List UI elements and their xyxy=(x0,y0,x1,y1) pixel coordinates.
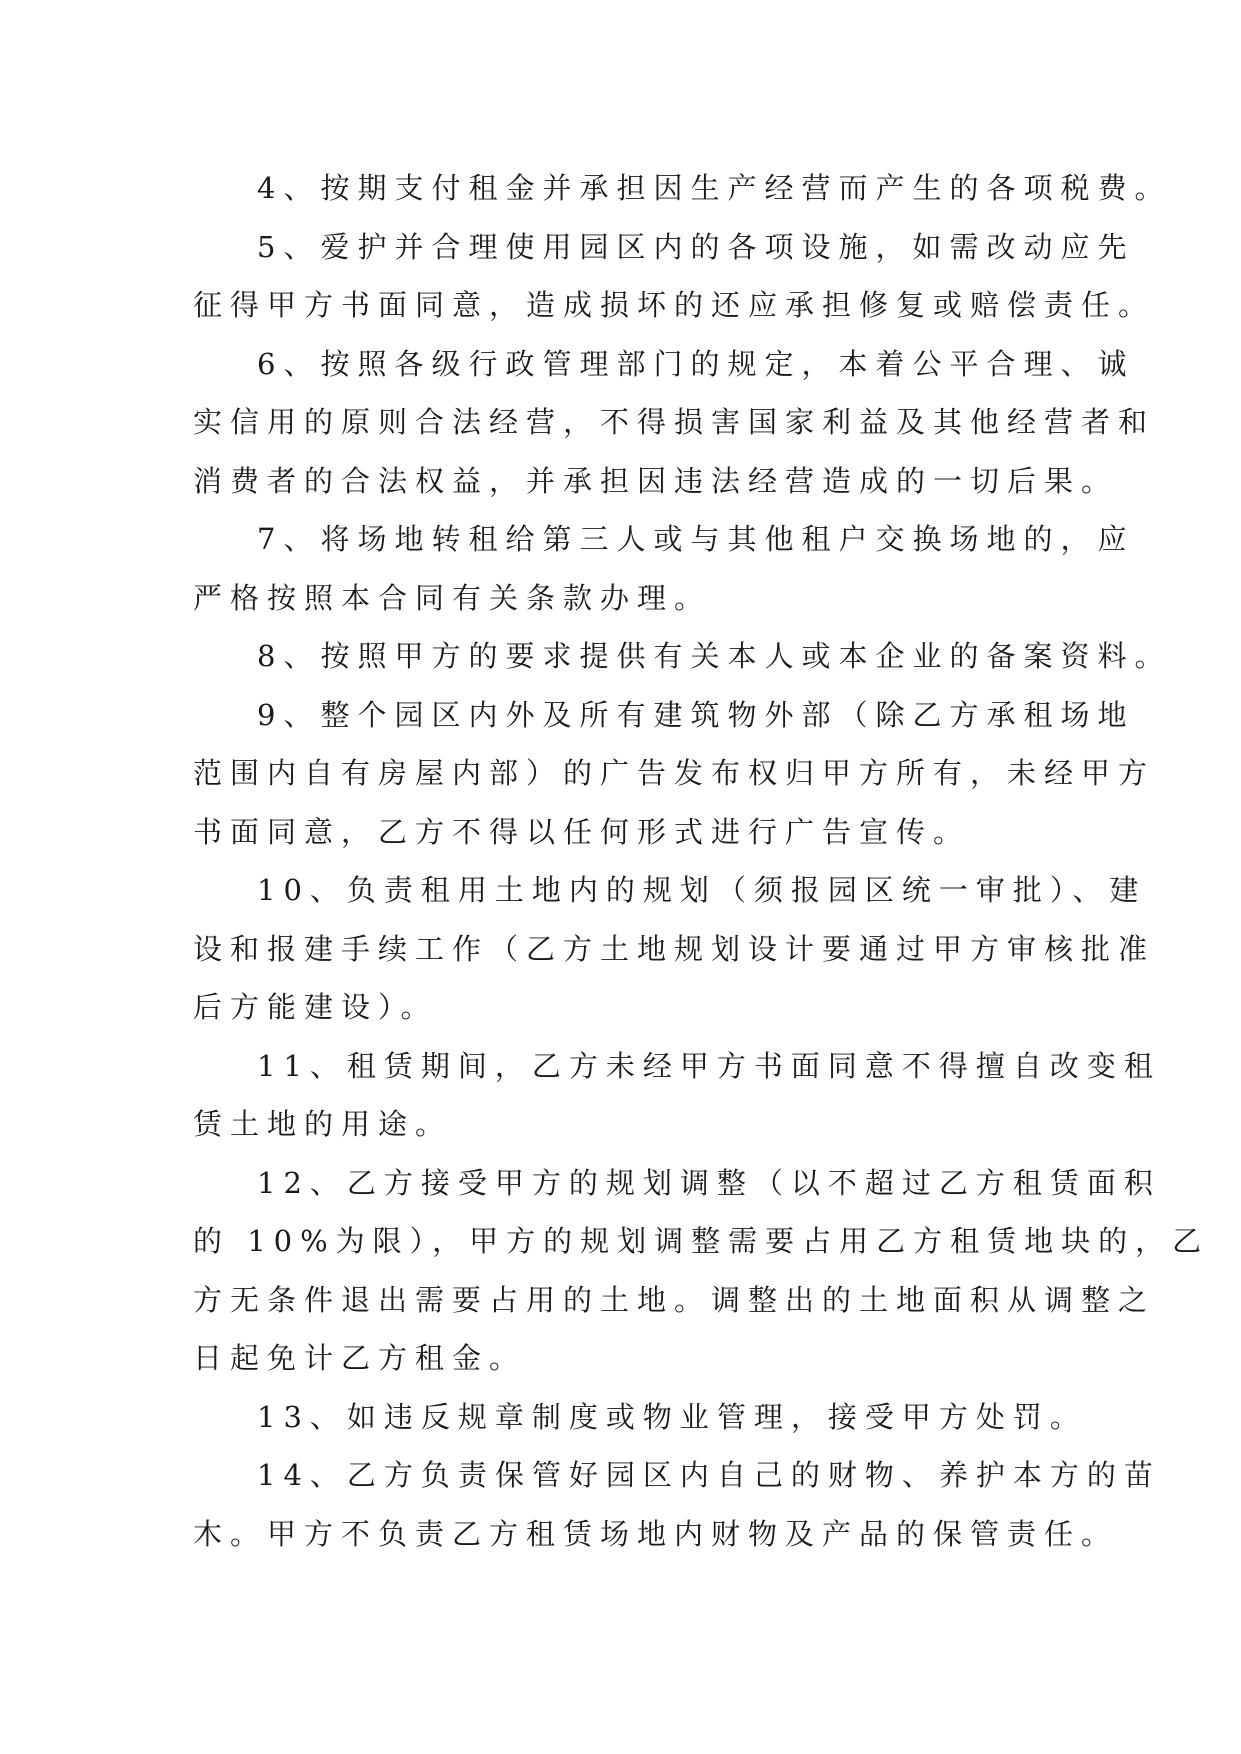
clause-14-line-1: 14、乙方负责保管好园区内自己的财物、养护本方的苗 xyxy=(257,1458,1161,1492)
clause-10-line-3: 后方能建设）。 xyxy=(193,990,438,1024)
clause-6-line-1: 6、按照各级行政管理部门的规定，本着公平合理、诚 xyxy=(257,346,1135,381)
clause-6-line-3: 消费者的合法权益，并承担因违法经营造成的一切后果。 xyxy=(193,463,1119,498)
document-body xyxy=(193,159,1210,1563)
clause-5-line-1: 5、爱护并合理使用园区内的各项设施，如需改动应先 xyxy=(257,229,1135,264)
clause-11-line-2: 赁土地的用途。 xyxy=(193,1107,453,1141)
clause-14-line-2: 木。甲方不负责乙方租赁场地内财物及产品的保管责任。 xyxy=(193,1516,1119,1551)
clause-9-line-2: 范围内自有房屋内部）的广告发布权归甲方所有，未经甲方 xyxy=(193,756,1156,790)
clause-13-line-1: 13、如违反规章制度或物业管理，接受甲方处罚。 xyxy=(257,1399,1087,1434)
clause-10-line-2: 设和报建手续工作（乙方土地规划设计要通过甲方审核批准 xyxy=(193,931,1156,966)
clause-12-line-4: 日起免计乙方租金。 xyxy=(193,1341,527,1375)
clause-9-line-3: 书面同意，乙方不得以任何形式进行广告宣传。 xyxy=(193,814,971,849)
clause-7-line-2: 严格按照本合同有关条款办理。 xyxy=(193,580,712,615)
clause-4-line-1: 4、按期支付租金并承担因生产经营而产生的各项税费。 xyxy=(257,171,1172,205)
clause-12-line-3: 方无条件退出需要占用的土地。调整出的土地面积从调整之 xyxy=(193,1282,1156,1317)
clause-12-line-1: 12、乙方接受甲方的规划调整（以不超过乙方租赁面积 xyxy=(257,1165,1161,1200)
clause-8-line-1: 8、按照甲方的要求提供有关本人或本企业的备案资料。 xyxy=(257,639,1172,673)
clause-9-line-1: 9、整个园区内外及所有建筑物外部（除乙方承租场地 xyxy=(257,697,1135,732)
clause-5-line-2: 征得甲方书面同意，造成损坏的还应承担修复或赔偿责任。 xyxy=(193,288,1156,322)
clause-6-line-2: 实信用的原则合法经营，不得损害国家利益及其他经营者和 xyxy=(193,405,1156,439)
clause-7-line-1: 7、将场地转租给第三人或与其他租户交换场地的，应 xyxy=(257,522,1135,556)
clause-12-line-2: 的 10%为限），甲方的规划调整需要占用乙方租赁地块的，乙 xyxy=(193,1224,1210,1258)
clause-11-line-1: 11、租赁期间，乙方未经甲方书面同意不得擅自改变租 xyxy=(257,1048,1161,1083)
clause-10-line-1: 10、负责租用土地内的规划（须报园区统一审批）、建 xyxy=(257,873,1147,907)
